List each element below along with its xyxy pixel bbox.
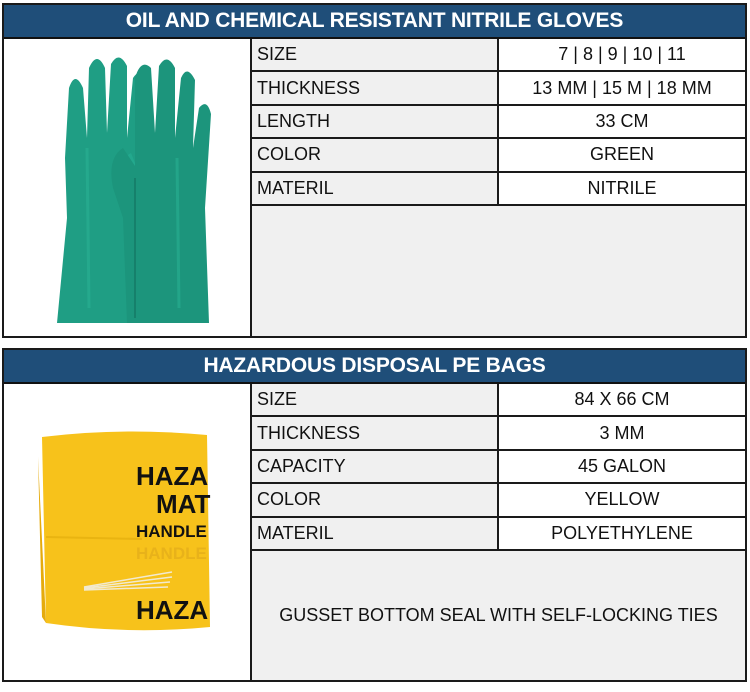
product-title: HAZARDOUS DISPOSAL PE BAGS: [4, 350, 745, 384]
product-image-cell: [4, 384, 252, 680]
spec-value: YELLOW: [499, 484, 745, 515]
spec-label: THICKNESS: [252, 72, 499, 103]
spec-row: [252, 451, 745, 484]
spec-label: MATERIL: [252, 518, 499, 549]
spec-label: SIZE: [252, 384, 499, 415]
spec-label: COLOR: [252, 139, 499, 170]
spec-label: MATERIL: [252, 173, 499, 204]
spec-label: CAPACITY: [252, 451, 499, 482]
product-bags-card: [2, 348, 747, 682]
spec-row: [252, 484, 745, 517]
spec-row: [252, 384, 745, 417]
spec-label: LENGTH: [252, 106, 499, 137]
spec-row: [252, 139, 745, 172]
green-nitrile-gloves-image: [27, 48, 227, 328]
spec-value: POLYETHYLENE: [499, 518, 745, 549]
spec-row: [252, 72, 745, 105]
spec-value: 7 | 8 | 9 | 10 | 11: [499, 39, 745, 70]
spec-value: GREEN: [499, 139, 745, 170]
spec-row: [252, 106, 745, 139]
svg-text:MAT: MAT: [156, 489, 211, 519]
product-note: [252, 206, 745, 336]
spec-value: 13 MM | 15 M | 18 MM: [499, 72, 745, 103]
spec-row: [252, 39, 745, 72]
spec-value: 3 MM: [499, 417, 745, 448]
spec-value: 33 CM: [499, 106, 745, 137]
svg-text:HANDLE: HANDLE: [136, 544, 207, 563]
product-note: GUSSET BOTTOM SEAL WITH SELF-LOCKING TIES: [252, 551, 745, 680]
svg-text:HAZA: HAZA: [136, 461, 209, 491]
spec-label: COLOR: [252, 484, 499, 515]
yellow-hazmat-bag-image: [32, 427, 222, 637]
spec-label: THICKNESS: [252, 417, 499, 448]
spec-row: [252, 518, 745, 551]
svg-text:HANDLE: HANDLE: [136, 522, 207, 541]
spec-label: SIZE: [252, 39, 499, 70]
product-gloves-card: [2, 3, 747, 338]
svg-text:HAZA: HAZA: [136, 595, 209, 625]
product-image-cell: [4, 39, 252, 336]
spec-table: [252, 39, 745, 336]
spec-table: [252, 384, 745, 680]
product-title: OIL AND CHEMICAL RESISTANT NITRILE GLOVES: [4, 5, 745, 39]
spec-value: 45 GALON: [499, 451, 745, 482]
spec-row: [252, 417, 745, 450]
spec-value: NITRILE: [499, 173, 745, 204]
spec-row: [252, 173, 745, 206]
spec-value: 84 X 66 CM: [499, 384, 745, 415]
